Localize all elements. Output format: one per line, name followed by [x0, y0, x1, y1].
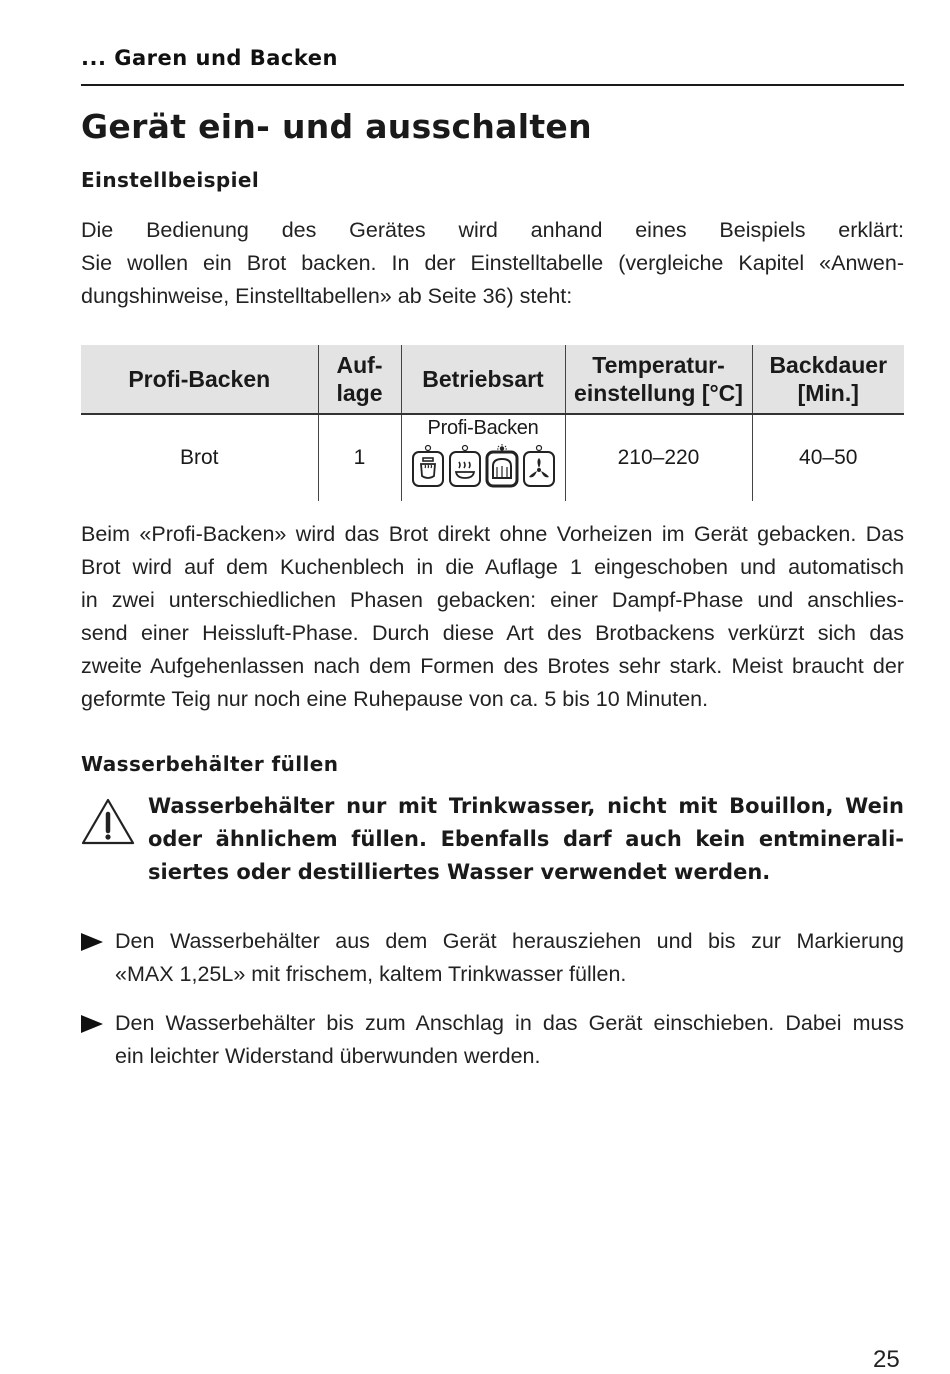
cell-item: Brot — [179, 446, 219, 469]
description-line: Beim «Profi-Backen» wird das Brot direkt ohne Vorheizen im Gerät gebacken. Das — [81, 522, 904, 546]
step-arrow-icon — [81, 1015, 103, 1037]
page-title: Gerät ein- und ausschalten — [81, 107, 592, 146]
warning-text — [148, 790, 904, 889]
header-divider — [81, 84, 904, 86]
intro-line: Die Bedienung des Gerätes wird anhand eines Beispiels erklärt: — [81, 218, 904, 242]
step-2 — [81, 1007, 904, 1073]
description-line: zweite Aufgehenlassen nach dem Formen des Brotes sehr stark. Meist braucht der — [81, 654, 904, 678]
header-temperature: Temperatur- einstellung [°C] — [565, 345, 752, 414]
steam-bottle-icon — [411, 444, 445, 488]
step-line: Den Wasserbehälter bis zum Anschlag in das Gerät einschieben. Dabei muss — [115, 1011, 904, 1035]
cell-duration: 40–50 — [752, 414, 904, 501]
intro-line: dungshinweise, Einstelltabellen» ab Seite 36) steht: — [81, 284, 573, 308]
header-profi-backen: Profi-Backen — [81, 345, 318, 414]
warning-line: Wasserbehälter nur mit Trinkwasser, nicht mit Bouillon, Wein — [148, 794, 904, 818]
section-header: ... Garen und Backen — [81, 46, 338, 70]
header-auflage: Auf- lage — [318, 345, 401, 414]
description-line: Brot wird auf dem Kuchenblech in die Auflage 1 eingeschoben und automatisch — [81, 555, 904, 579]
page-number: 25 — [873, 1346, 900, 1373]
header-betriebsart: Betriebsart — [401, 345, 565, 414]
intro-line: Sie wollen ein Brot backen. In der Einstelltabelle (vergleiche Kapitel «Anwen- — [81, 251, 904, 275]
intro-paragraph — [81, 214, 904, 313]
step-line: Den Wasserbehälter aus dem Gerät herausziehen und bis zur Markierung — [115, 929, 904, 953]
step-2-text — [115, 1007, 904, 1073]
water-heading: Wasserbehälter füllen — [81, 752, 339, 776]
header-duration: Backdauer [Min.] — [752, 345, 904, 414]
description-line: geformte Teig nur noch eine Ruhepause von ca. 5 bis 10 Minuten. — [81, 687, 709, 711]
cell-temperature: 210–220 — [565, 414, 752, 501]
step-1-text — [115, 925, 904, 991]
step-1 — [81, 925, 904, 991]
description-paragraph — [81, 518, 904, 716]
step-line: ein leichter Widerstand überwunden werden. — [115, 1044, 541, 1068]
settings-table — [81, 345, 904, 501]
warning-icon — [80, 797, 136, 851]
warning-line: siertes oder destilliertes Wasser verwendet werden. — [148, 860, 771, 884]
mode-label: Profi-Backen — [427, 417, 539, 439]
description-line: send einer Heissluft-Phase. Durch diese Art des Brotbackens verkürzt sich das — [81, 621, 904, 645]
cell-level: 1 — [318, 414, 401, 501]
step-arrow-icon — [81, 933, 103, 955]
table-row — [81, 414, 904, 501]
step-line: «MAX 1,25L» mit frischem, kaltem Trinkwasser füllen. — [115, 962, 627, 986]
example-heading: Einstellbeispiel — [81, 168, 260, 192]
bread-active-icon — [485, 444, 519, 488]
steam-waves-icon — [448, 444, 482, 488]
cell-mode — [401, 414, 565, 501]
fan-icon — [522, 444, 556, 488]
table-header-row — [81, 345, 904, 414]
warning-line: oder ähnlichem füllen. Ebenfalls darf auch kein entminerali- — [148, 827, 904, 851]
description-line: in zwei unterschiedlichen Phasen gebacken: einer Dampf-Phase und anschlies- — [81, 588, 904, 612]
